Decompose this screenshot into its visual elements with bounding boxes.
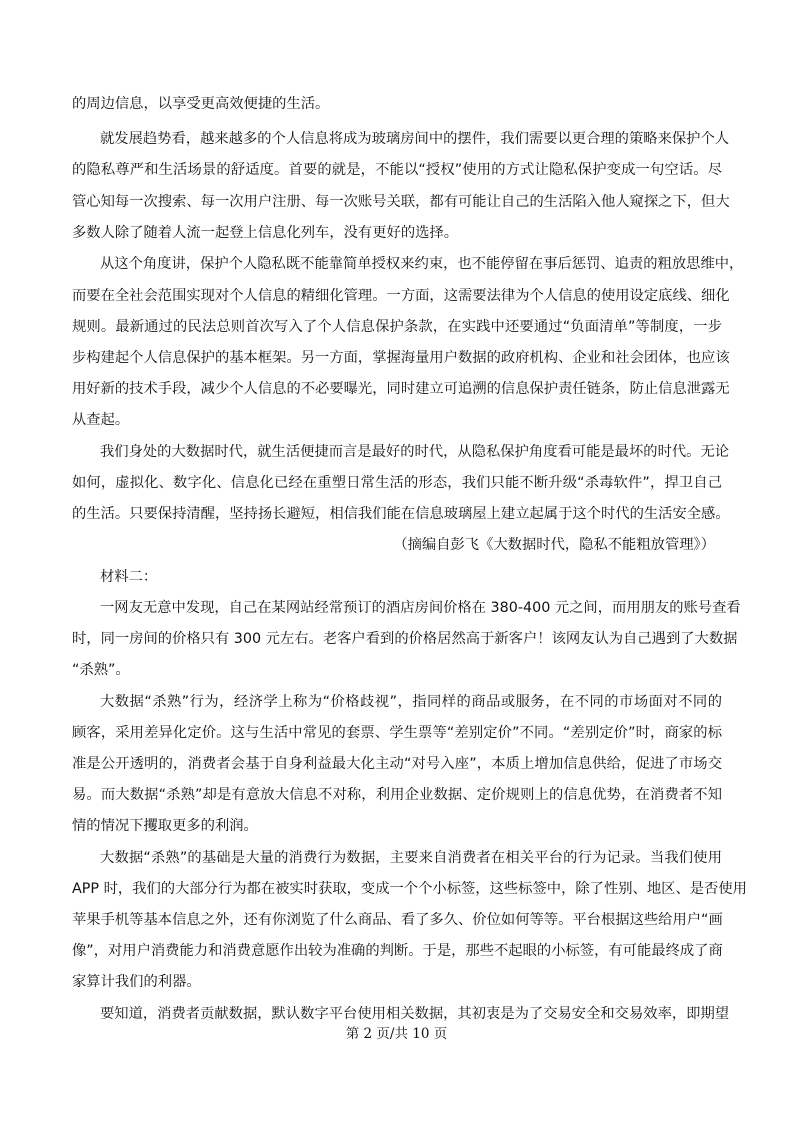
text-line: 从查起。 bbox=[72, 412, 130, 428]
text-line: 如何，虚拟化、数字化、信息化已经在重塑日常生活的形态，我们只能不断升级“杀毒软件”，捍卫自己 bbox=[72, 475, 722, 491]
text-line: 大数据“杀熟”行为，经济学上称为“价格歧视”，指同样的商品或服务，在不同的市场面对不同的 bbox=[100, 694, 722, 710]
text-line: 用好新的技术手段，减少个人信息的不必要曝光，同时建立可追溯的信息保护责任链条，防止信息泄露无 bbox=[72, 381, 730, 397]
text-line: 而要在全社会范围实现对个人信息的精细化管理。一方面，这需要法律为个人信息的使用设定底线、细化 bbox=[72, 288, 730, 304]
text-line: 我们身处的大数据时代，就生活便捷而言是最好的时代，从隐私保护角度看可能是最坏的时代。无论 bbox=[100, 444, 730, 460]
text-line: 的周边信息，以享受更高效便捷的生活。 bbox=[72, 96, 330, 112]
text-line: 要知道，消费者贡献数据，默认数字平台使用相关数据，其初衷是为了交易安全和交易效率，即期望 bbox=[100, 1006, 730, 1022]
page-number: 第 2 页/共 10 页 bbox=[345, 1026, 448, 1042]
text-line: 多数人除了随着人流一起登上信息化列车，没有更好的选择。 bbox=[72, 225, 459, 241]
text-line: 情的情况下攫取更多的利润。 bbox=[72, 818, 258, 834]
section-heading: 材料二： bbox=[100, 569, 158, 585]
text-line: “杀熟”。 bbox=[72, 662, 130, 678]
text-line: 易。而大数据“杀熟”却是有意放大信息不对称，利用企业数据、定价规则上的信息优势，在消费者不知 bbox=[72, 787, 722, 803]
text-line: 时，同一房间的价格只有 300 元左右。老客户看到的价格居然高于新客户！该网友认为自己遇到了大数据 bbox=[72, 631, 738, 647]
text-line: 管心知每一次搜索、每一次用户注册、每一次账号关联，都有可能让自己的生活陷入他人窥探之下，但大 bbox=[72, 194, 730, 210]
text-line: 一网友无意中发现，自己在某网站经常预订的酒店房间价格在 380-400 元之间，而用朋友的账号查看 bbox=[100, 600, 741, 616]
text-line: 家算计我们的利器。 bbox=[72, 974, 201, 990]
text-line: 从这个角度讲，保护个人隐私既不能靠简单授权来约束，也不能停留在事后惩罚、追责的粗放思维中， bbox=[100, 256, 744, 272]
text-line: 大数据“杀熟”的基础是大量的消费行为数据，主要来自消费者在相关平台的行为记录。当我们使用 bbox=[100, 850, 722, 866]
text-line: 的生活。只要保持清醒，坚持扬长避短，相信我们能在信息玻璃屋上建立起属于这个时代的生活安全感。 bbox=[72, 506, 730, 522]
text-line: 就发展趋势看，越来越多的个人信息将成为玻璃房间中的摆件，我们需要以更合理的策略来保护个人 bbox=[100, 131, 730, 147]
text-line: APP 时，我们的大部分行为都在被实时获取，变成一个个小标签，这些标签中，除了性别、地区、是否使用 bbox=[72, 881, 747, 897]
text-line: 准是公开透明的，消费者会基于自身利益最大化主动“对号入座”，本质上增加信息供给，促进了市场交 bbox=[72, 756, 722, 772]
text-line: 像”，对用户消费能力和消费意愿作出较为准确的判断。于是，那些不起眼的小标签，有可能最终成了商 bbox=[72, 943, 723, 959]
source-citation: （摘编自彭飞《大数据时代，隐私不能粗放管理》） bbox=[393, 537, 715, 553]
text-line: 顾客，采用差异化定价。这与生活中常见的套票、学生票等“差别定价”不同。“差别定价”时，商家的标 bbox=[72, 725, 722, 741]
text-line: 步构建起个人信息保护的基本框架。另一方面，掌握海量用户数据的政府机构、企业和社会团体，也应该 bbox=[72, 350, 730, 366]
text-line: 规则。最新通过的民法总则首次写入了个人信息保护条款，在实践中还要通过“负面清单”等制度，一步 bbox=[72, 319, 722, 335]
text-line: 的隐私尊严和生活场景的舒适度。首要的就是，不能以“授权”使用的方式让隐私保护变成一句空话。尽 bbox=[72, 162, 722, 178]
text-line: 苹果手机等基本信息之外，还有你浏览了什么商品、看了多久、价位如何等等。平台根据这些给用户“画 bbox=[72, 912, 723, 928]
